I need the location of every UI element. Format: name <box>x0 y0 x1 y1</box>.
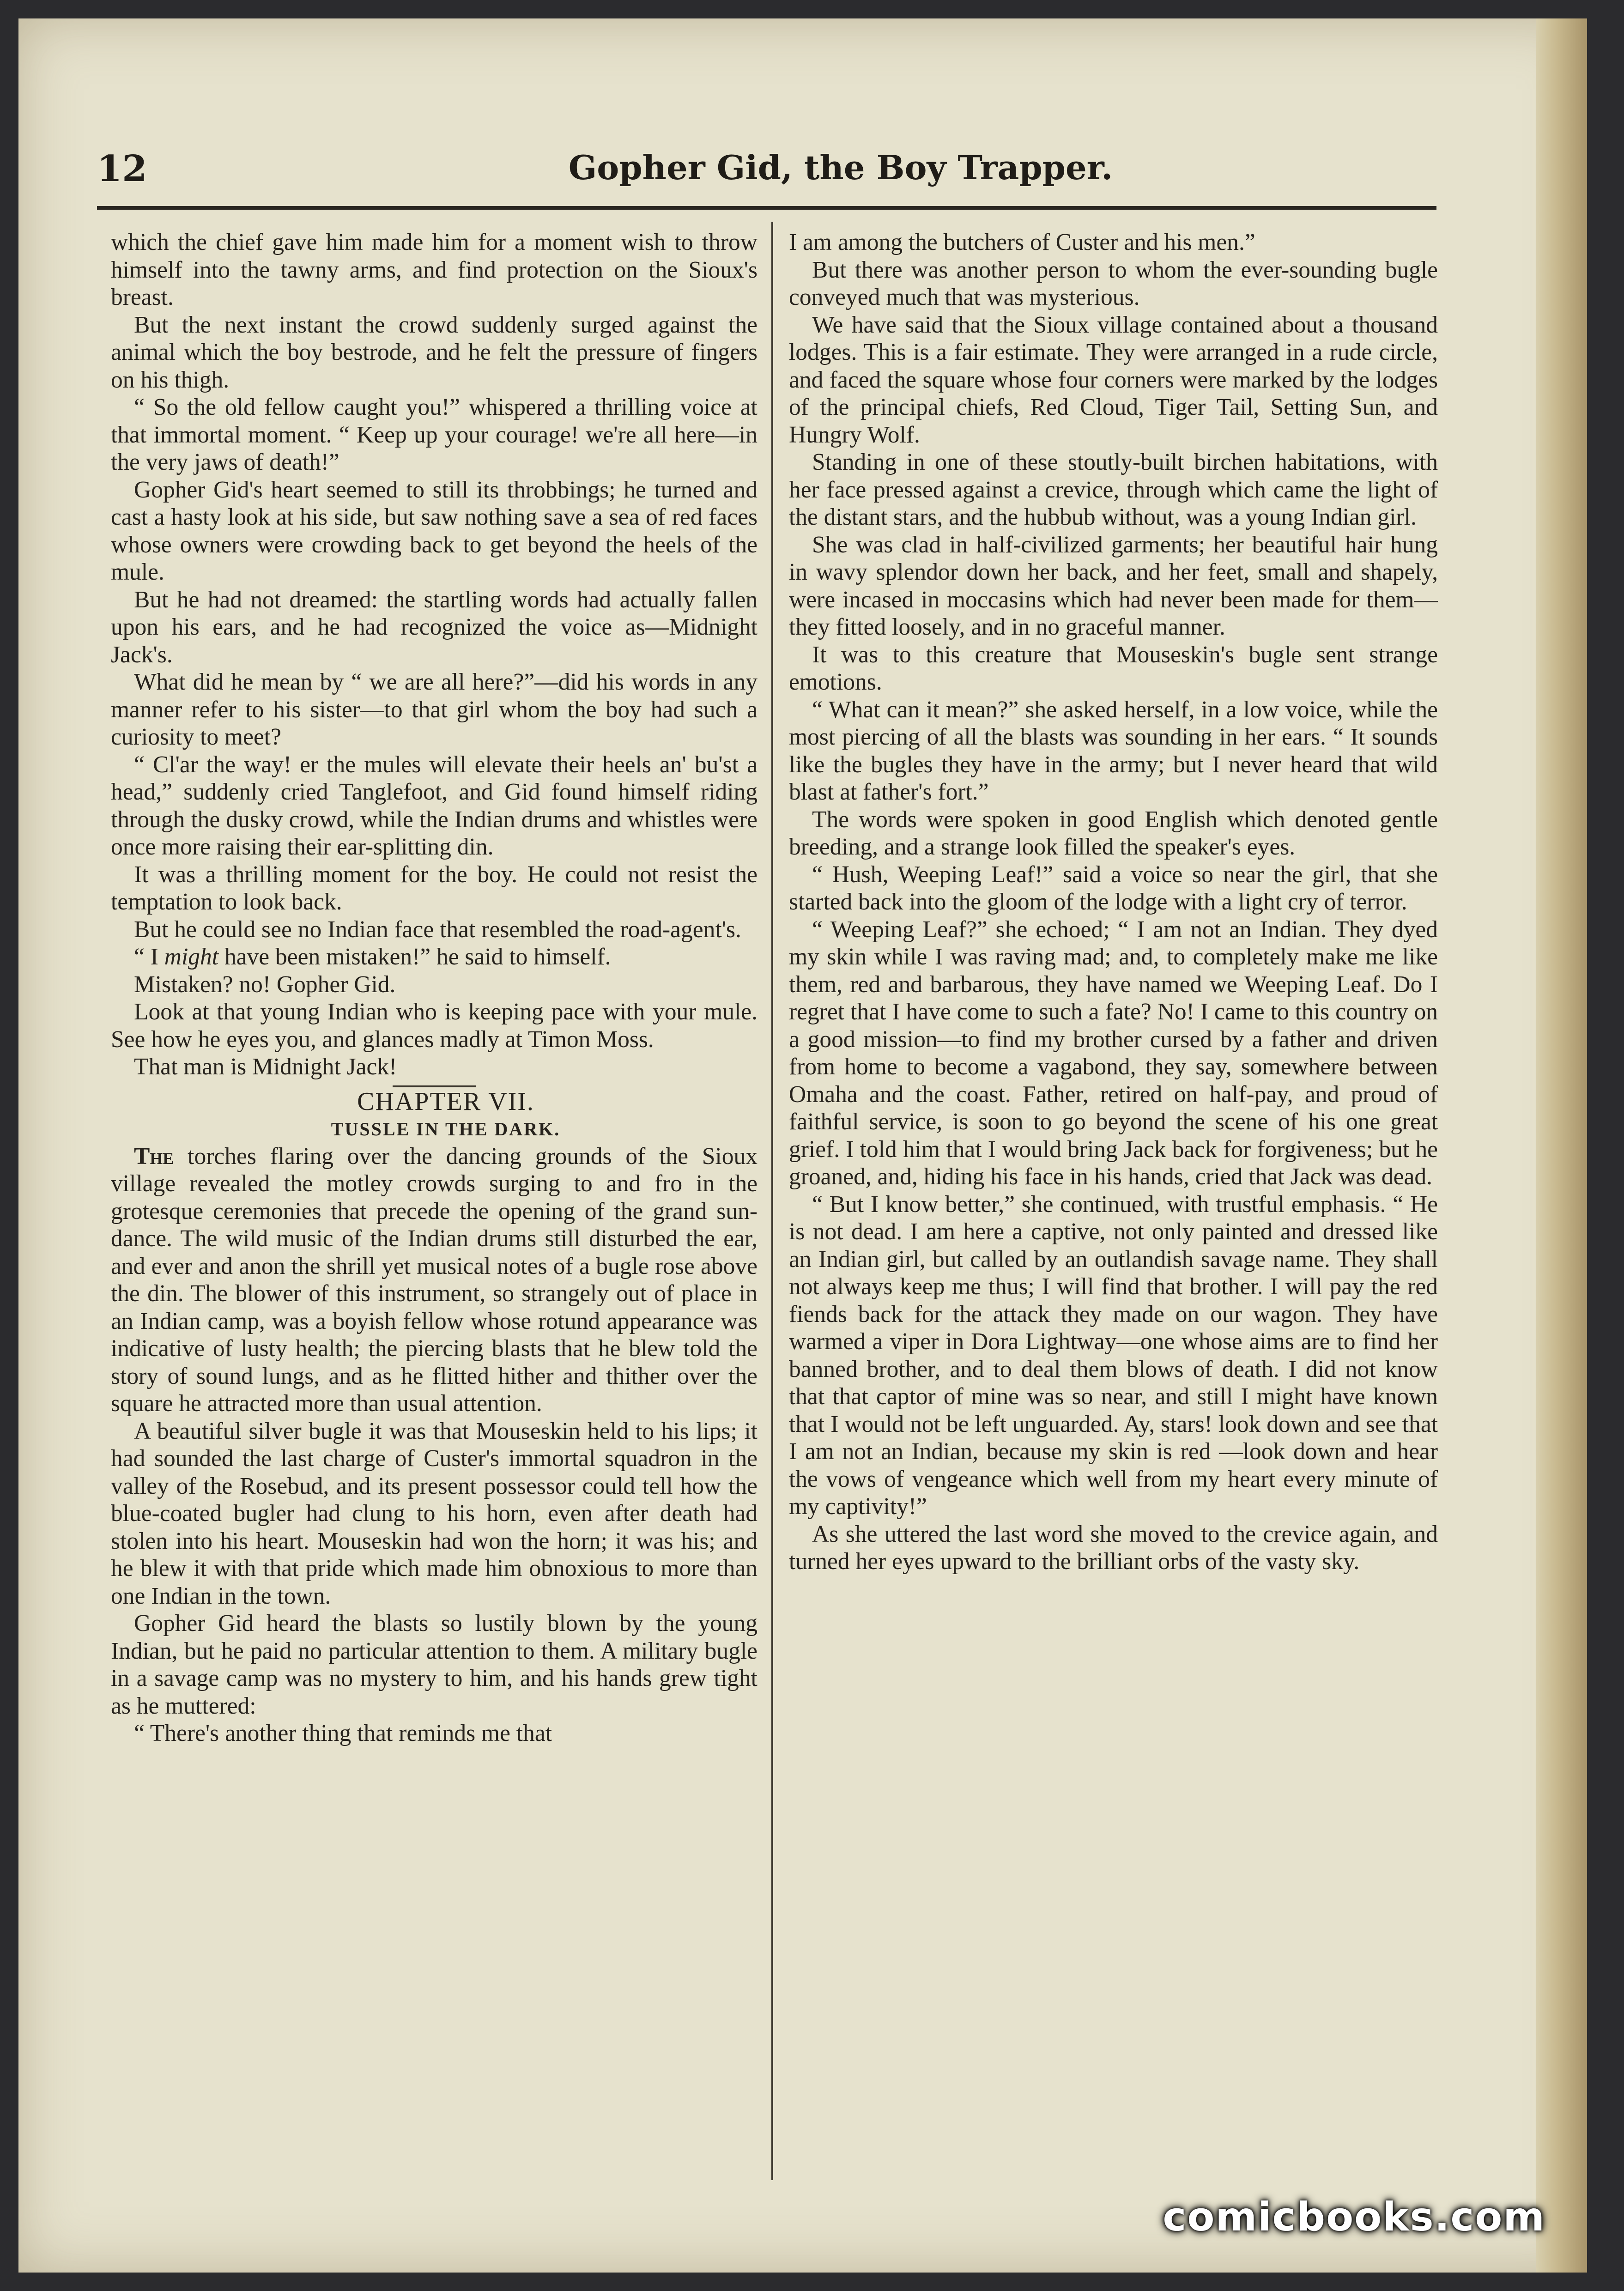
page-number: 12 <box>97 148 147 190</box>
paragraph: I am among the butchers of Custer and his men.” <box>789 229 1255 255</box>
text-run: “ I <box>134 944 164 970</box>
drop-lead-word: The <box>134 1143 174 1170</box>
paragraph: But the next instant the crowd suddenly surged against the animal which the boy bestrode, and he felt the pressure of fingers on his thigh. <box>111 311 757 393</box>
chapter-subtitle: TUSSLE IN THE DARK. <box>331 1118 561 1139</box>
paragraph: We have said that the Sioux village contained about a thousand lodges. This is a fair estimate. They were arranged in a rude circle, and faced the square whose four corners were marked by the lodges of the principal chiefs, Red Cloud, Tiger Tail, Setting Sun, and Hungry Wolf. <box>789 311 1438 448</box>
text-run: have been mistaken!” he said to himself. <box>218 944 611 970</box>
paragraph: A beautiful silver bugle it was that Mouseskin held to his lips; it had sounded the last charge of Custer's immortal squadron in the valley of the Rosebud, and its present possessor could tell how the blue-coated bugler had clung to his horn, even after death had stolen into his heart. Mouseskin had won the horn; it was his; and he blew it with that pride which made him obnoxious to more than one Indian in the town. <box>111 1418 757 1609</box>
paragraph: “ Cl'ar the way! er the mules will elevate their heels an' bu'st a head,” suddenly cried Tanglefoot, and Gid found himself riding through the dusky crowd, while the Indian drums and whistles were once more raising their ear-splitting din. <box>111 751 757 860</box>
left-column <box>111 229 757 2196</box>
header-rule <box>97 206 1436 210</box>
paragraph: Mistaken? no! Gopher Gid. <box>134 971 396 998</box>
paragraph: That man is Midnight Jack! <box>134 1054 397 1080</box>
paragraph: Gopher Gid's heart seemed to still its throbbings; he turned and cast a hasty look at his side, but saw nothing save a sea of red faces whose owners were crowding back to get beyond the heels of the mule. <box>111 476 757 585</box>
paragraph: It was to this creature that Mouseskin's bugle sent strange emotions. <box>789 641 1438 695</box>
paragraph: But there was another person to whom the ever-sounding bugle conveyed much that was mysterious. <box>789 256 1438 310</box>
right-column <box>789 229 1438 2196</box>
paragraph: But he had not dreamed: the startling words had actually fallen upon his ears, and he had recognized the voice as—Midnight Jack's. <box>111 586 757 668</box>
paragraph: “ So the old fellow caught you!” whispered a thrilling voice at that immortal moment. “ Keep up your courage! we're all here—in the very jaws of death!” <box>111 394 757 475</box>
paragraph: “ But I know better,” she continued, with trustful emphasis. “ He is not dead. I am here a captive, not only painted and dressed like an Indian girl, but called by an outlandish savage name. They shall not always keep me thus; I will find that brother. I will pay the red fiends back for the attack they made on our wagon. They have warmed a viper in Dora Lightway—one whose aims are to find her banned brother, and to deal them blows of death. I did not know that that captor of mine was so near, and still I might have known that I would not be left unguarded. Ay, stars! look down and see that I am not an Indian, because my skin is red —look down and hear the vows of vengeance which well from my heart every minute of my captivity!” <box>789 1191 1438 1520</box>
chapter-title: CHAPTER VII. <box>357 1087 534 1116</box>
paragraph: She was clad in half-civilized garments; her beautiful hair hung in wavy splendor down her back, and her feet, small and shapely, were incased in moccasins which had never been made for them—they fitted loosely, and in no graceful manner. <box>789 531 1438 640</box>
paragraph: It was a thrilling moment for the boy. He could not resist the temptation to look back. <box>111 861 757 915</box>
book-page <box>18 18 1587 2273</box>
paragraph <box>111 943 757 971</box>
paragraph: As she uttered the last word she moved to the crevice again, and turned her eyes upward to the brilliant orbs of the vasty sky. <box>789 1521 1438 1575</box>
site-watermark: comicbooks.com <box>1163 2194 1545 2240</box>
paragraph: Gopher Gid heard the blasts so lustily blown by the young Indian, but he paid no particular attention to them. A military bugle in a savage camp was no mystery to him, and his hands grew tight as he muttered: <box>111 1610 757 1719</box>
paragraph: “ There's another thing that reminds me that <box>134 1720 552 1746</box>
paragraph <box>111 1143 757 1418</box>
paragraph: Look at that young Indian who is keeping pace with your mule. See how he eyes you, and glances madly at Timon Moss. <box>111 999 757 1053</box>
text-run: torches flaring over the dancing grounds of the Sioux village revealed the motley crowds surging to and fro in the grotesque ceremonies that precede the opening of the grand sun-dance. The wild music of the Indian drums still disturbed the ear, and ever and anon the shrill yet musical notes of a bugle rose above the din. The blower of this instrument, so strangely out of place in an Indian camp, was a boyish fellow whose rotund appearance was indicative of lusty health; the piercing blasts that he blew told the story of sound lungs, and as he flitted hither and thither over the square he attracted more than usual attention. <box>111 1143 757 1417</box>
paragraph: Standing in one of these stoutly-built birchen habitations, with her face pressed against a crevice, through which came the light of the distant stars, and the hubbub without, was a young Indian girl. <box>789 449 1438 530</box>
running-title: Gopher Gid, the Boy Trapper. <box>568 148 1113 187</box>
page-spine-edge <box>1536 18 1587 2273</box>
paragraph: “ Hush, Weeping Leaf!” said a voice so near the girl, that she started back into the gloom of the lodge with a light cry of terror. <box>789 861 1438 915</box>
paragraph: What did he mean by “ we are all here?”—did his words in any manner refer to his sister—to that girl whom the boy had such a curiosity to meet? <box>111 669 757 750</box>
paragraph: “ What can it mean?” she asked herself, in a low voice, while the most piercing of all the blasts was sounding in her ears. “ It sounds like the bugles they have in the army; but I never heard that wild blast at father's fort.” <box>789 696 1438 805</box>
page-header <box>97 143 1432 203</box>
paragraph: The words were spoken in good English which denoted gentle breeding, and a strange look filled the speaker's eyes. <box>789 806 1438 860</box>
column-divider <box>771 222 773 2180</box>
paragraph: But he could see no Indian face that resembled the road-agent's. <box>134 916 741 943</box>
paragraph: “ Weeping Leaf?” she echoed; “ I am not an Indian. They dyed my skin while I was raving mad; and, to completely make me like them, red and barbarous, they have named we Weeping Leaf. Do I regret that I have come to such a fate? No! I came to this country on a good mission—to find my brother cursed by a father and driven from home to become a vagabond, they say, somewhere between Omaha and the coast. Father, retired on half-pay, and proud of faithful service, is soon to go beyond the scene of his one great grief. I told him that I would bring Jack back for forgiveness; but he groaned, and, hiding his face in his hands, cried that Jack was dead. <box>789 916 1438 1190</box>
emphasis-text: might <box>164 944 219 970</box>
paragraph: which the chief gave him made him for a moment wish to throw himself into the tawny arms, and find protection on the Sioux's breast. <box>111 229 757 310</box>
